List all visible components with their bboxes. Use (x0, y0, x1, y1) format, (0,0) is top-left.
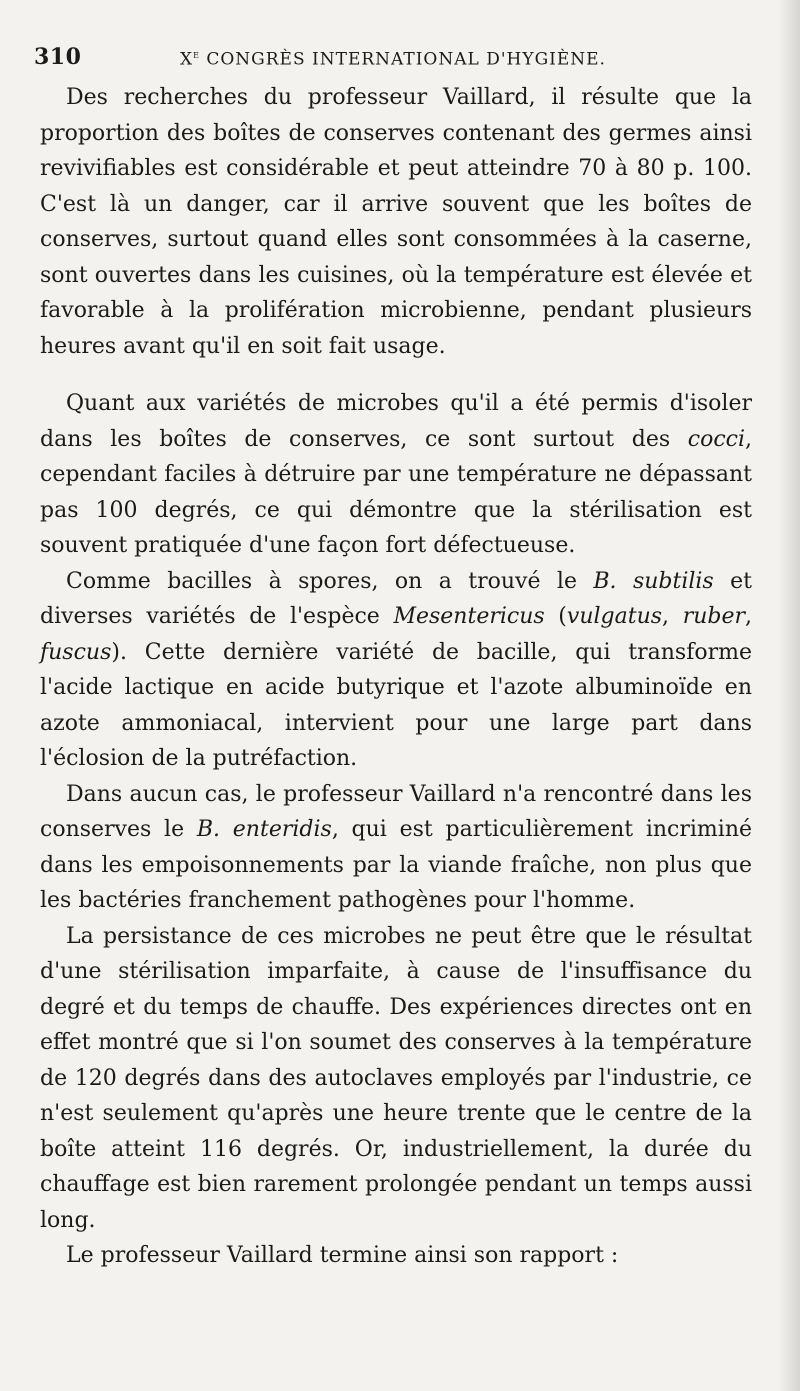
paragraph (40, 919, 752, 1239)
text-run: Dans aucun cas, le professeur Vaillard n'a rencontré dans les conserves le (40, 781, 752, 842)
italic-run: B. subtilis (593, 568, 714, 594)
italic-run: fuscus (40, 639, 112, 665)
page-edge-shadow (778, 0, 800, 1391)
title-prefix: X (180, 49, 194, 70)
italic-run: Mesentericus (393, 604, 545, 629)
text-run: ( (544, 604, 567, 629)
text-run: et diverses variétés de l'espèce (40, 568, 753, 629)
text-run: , cependant faciles à détruire par une température ne dépassant pas 100 degrés, ce qui démontre que la stérilisation est souvent pratiquée d'une façon fort défectueuse. (40, 426, 752, 558)
text-run: Des recherches du professeur Vaillard, il résulte que la proportion des boîtes de conserves contenant des germes ainsi revivifiables est considérable et peut atteindre 70 à 80 p. 100. C'est là un danger, car il arrive souvent que les boîtes de conserves, surtout quand elles sont consommées à la caserne, sont ouvertes dans les cuisines, où la température est élevée et favorable à la prolifération microbienne, pendant plusieurs heures avant qu'il en soit fait usage. (40, 85, 752, 359)
title-rest: CONGRÈS INTERNATIONAL D'HYGIÈNE. (199, 49, 606, 70)
title-superscript: e (193, 48, 200, 61)
paragraph (40, 80, 752, 364)
text-run: , qui est particulièrement incriminé dans les empoisonnements par la viande fraîche, non plus que les bactéries franchement pathogènes pour l'homme. (40, 817, 753, 913)
text-run: , (745, 604, 752, 629)
text-run: , (662, 604, 683, 629)
text-run: ). Cette dernière variété de bacille, qui transforme l'acide lactique en acide butyrique et l'azote albuminoïde en azote ammoniacal, intervient pour une large part dans l'éclosion de la putréfaction. (40, 639, 752, 771)
running-header (30, 40, 760, 80)
body-text (40, 80, 752, 1274)
text-run: Comme bacilles à spores, on a trouvé le (66, 568, 594, 594)
italic-run: cocci (687, 426, 745, 452)
paragraph (40, 564, 752, 777)
paragraph (40, 1238, 752, 1274)
italic-run: vulgatus (566, 604, 663, 629)
paragraph (40, 386, 752, 564)
italic-run: B. enteridis (196, 817, 332, 842)
italic-run: ruber (682, 604, 745, 629)
text-run: La persistance de ces microbes ne peut être que le résultat d'une stérilisation imparfaite, à cause de l'insuffisance du degré et du temps de chauffe. Des expériences directes ont en effet montré que si l'on soumet des conserves à la température de 120 degrés dans des autoclaves employés par l'industrie, ce n'est seulement qu'après une heure trente que le centre de la boîte atteint 116 degrés. Or, industriellement, la durée du chauffage est bien rarement prolongée pendant un temps aussi long. (40, 923, 752, 1233)
paragraph (40, 777, 752, 919)
page-number: 310 (34, 44, 82, 70)
text-run: Quant aux variétés de microbes qu'il a été permis d'isoler dans les boîtes de conserves, ce sont surtout des (40, 391, 752, 452)
text-run: Le professeur Vaillard termine ainsi son rapport : (66, 1243, 619, 1268)
running-title (180, 48, 606, 70)
